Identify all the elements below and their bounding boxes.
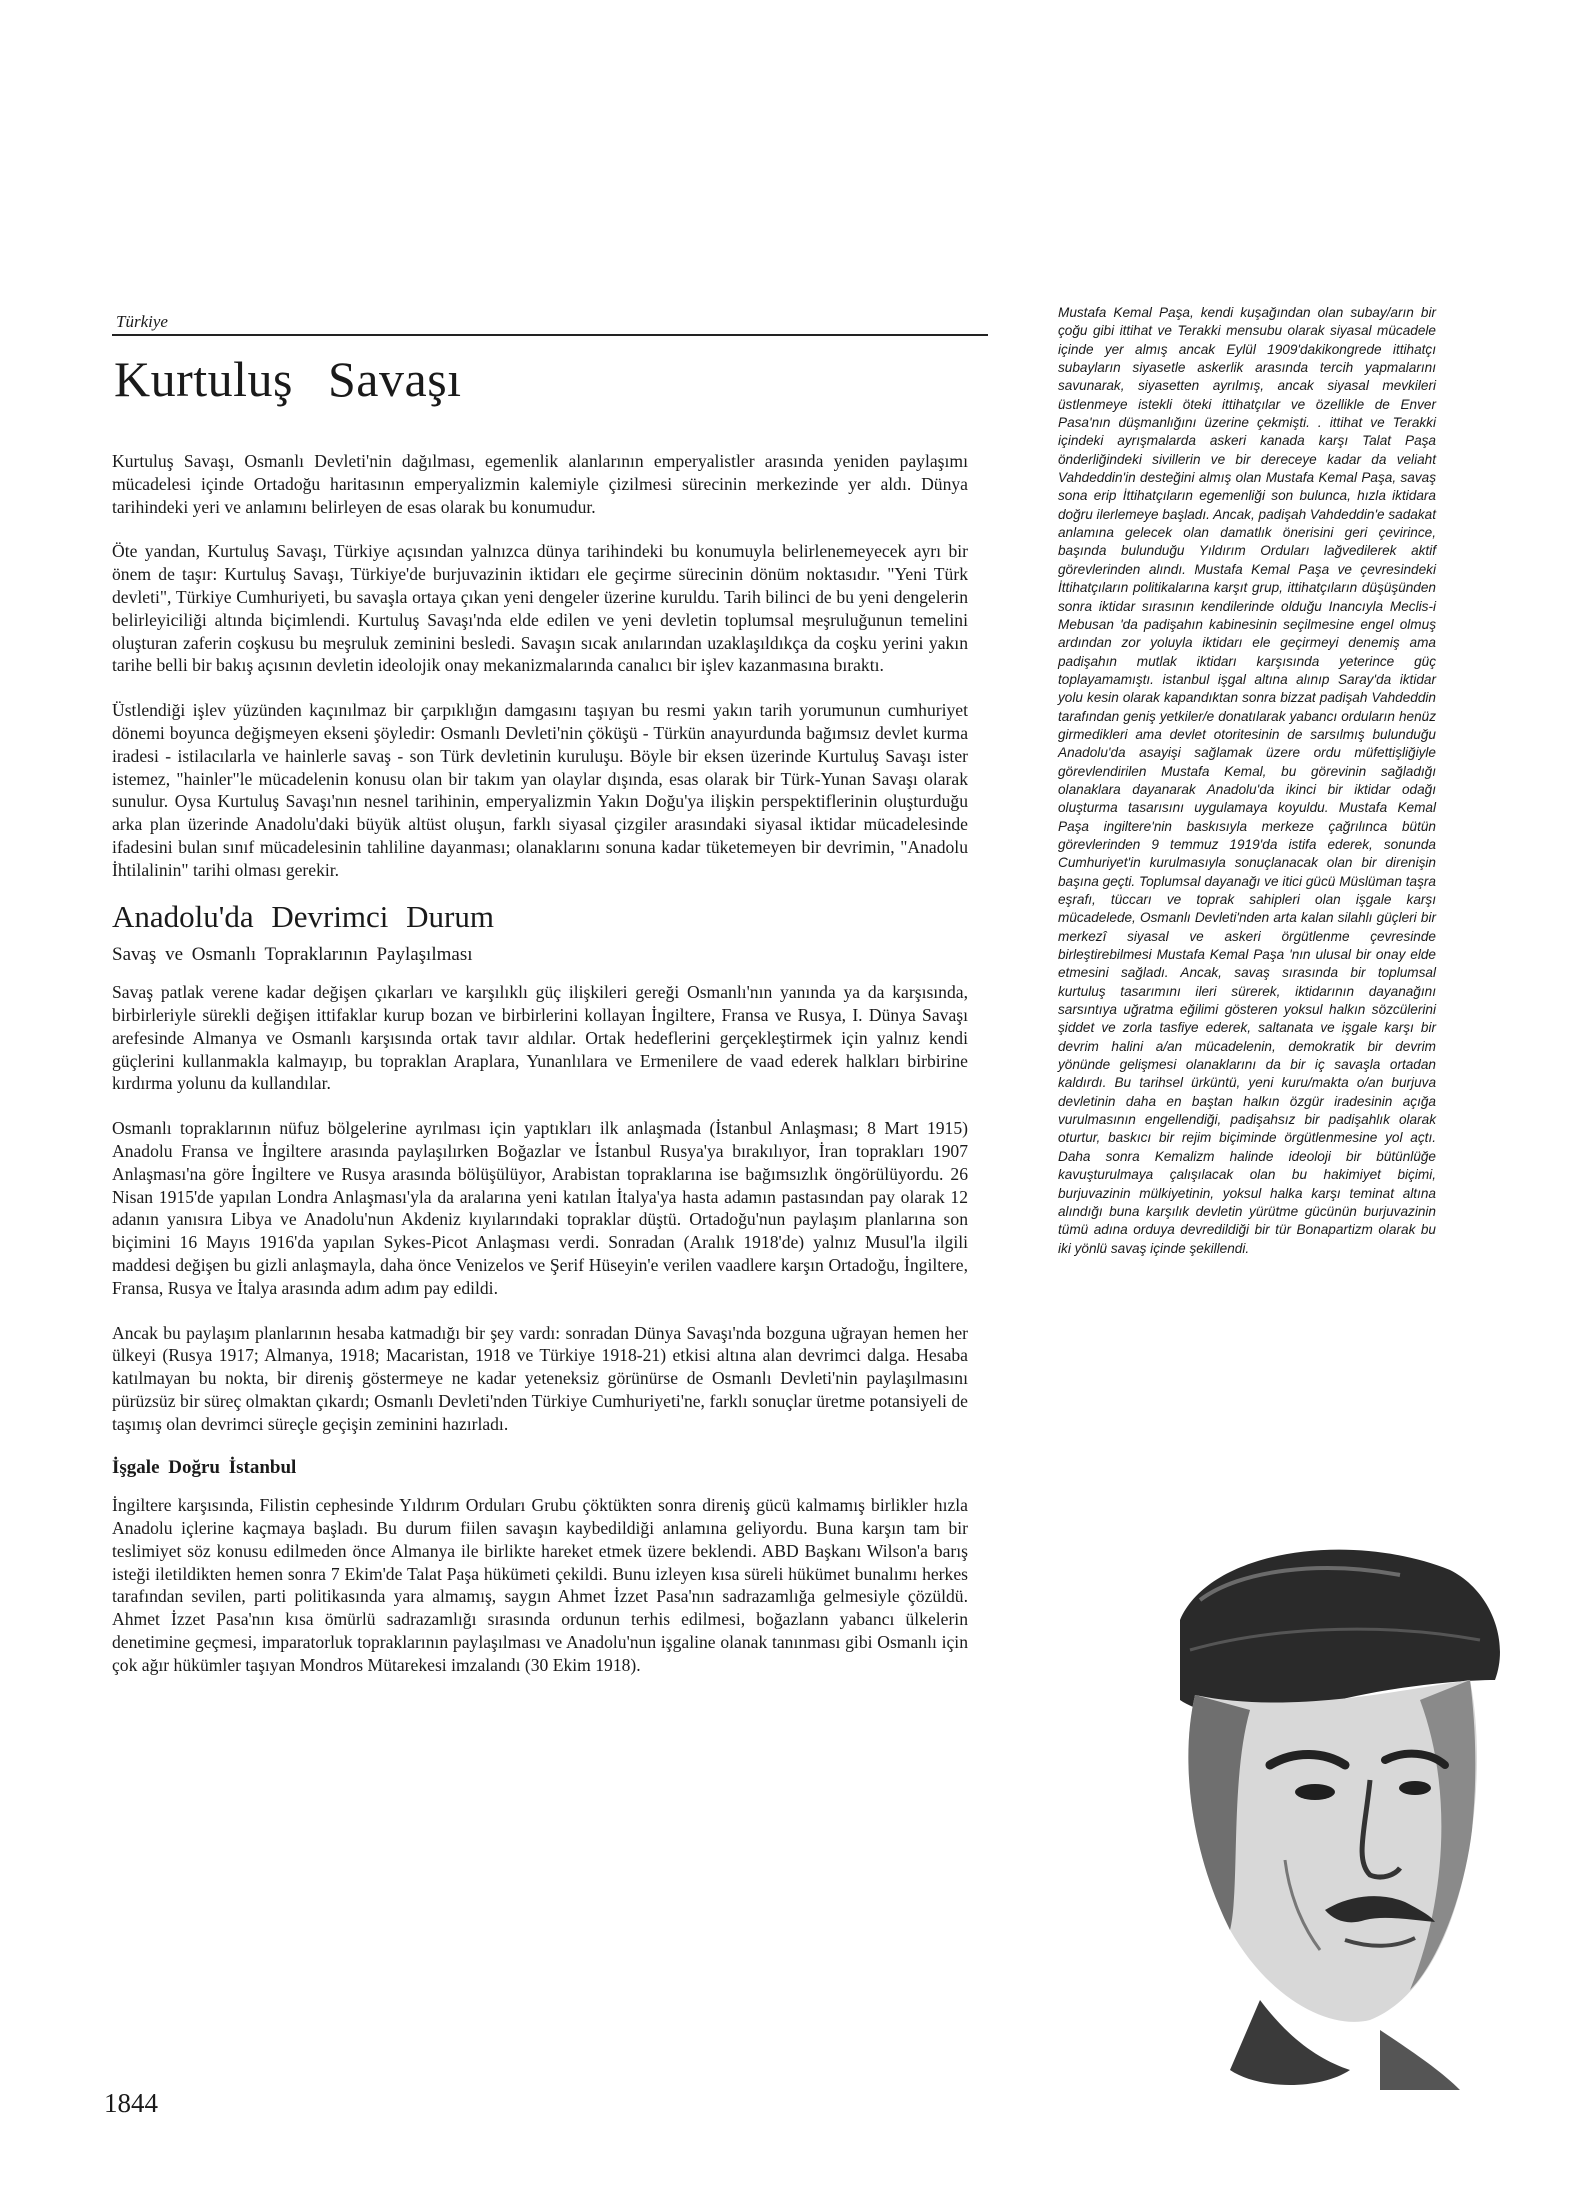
paragraph-agreements: Osmanlı topraklarının nüfuz bölgelerine ayrılması için yaptıkları ilk anlaşmada (İstanbul Anlaşması; 8 Mart 1915) Anadolu Fransa ve İngiltere arasında paylaşılırken Boğazlar ve İstanbul Rusya'ya bırakılıyor, İran toprakları 1907 Anlaşması'na göre İngiltere ve Rusya arasında bölüşülüyor, Arabistan topraklarına ise bağımsızlık öngörülüyordu. 26 Nisan 1915'de yapılan Londra Anlaşması'yla da aralarına yeni katılan İtalya'ya hasta adamın pastasından pay olarak 12 adanın yanısıra Libya ve Anadolu'nun Akdeniz kıyılarındaki topraklar düştü. Ortadoğu'nun paylaşım planlarına son biçimini 16 Mayıs 1916'da yapılan Sykes-Picot Anlaşması verdi. Sonradan (Aralık 1918'de) yalnız Musul'la ilgili maddesi değişen bu gizli anlaşmayla, daha önce Venizelos ve Şerif Hüseyin'e verilen vaadlere karşın Ortadoğu, İngiltere, Fransa, Rusya ve İtalya arasında adım adım pay edildi. bbox=[112, 1118, 968, 1298]
sidebar-text: Mustafa Kemal Paşa, kendi kuşağından olan subay/arın bir çoğu gibi ittihat ve Terakki mensubu olarak siyasal mücadele içinde yer almış ancak Eylül 1909'dakikongrede ittihatçı subayların siyasetle askerlik arasında tercih yapmalarını savunarak, siyasetten ayrılmış, ancak siyasal mevkileri üstlenmeye istekli öteki ittihatçılar ve özellikle de Enver Pasa'nın düşmanlığını üzerine çekmişti. . ittihat ve Terakki içindeki ayrışmalarda askeri kanada karşı Talat Paşa önderliğindeki sivillerin ve bir dereceye kadar da veliaht Vahdeddin'in desteğini almış olan Mustafa Kemal Paşa, savaş sona erip İttihatçıların egemenliği son bulunca, hızla iktidara doğru ilerlemeye başladı. Ancak, padişah Vahdeddin'e sadakat anlamına gelecek olan damatlık önerisini geri çevirince, başında bulunduğu Yıldırım Orduları lağvedilerek aktif görevlerinden alındı. Mustafa Kemal Paşa ve çevresindeki İttihatçıların politikalarına karşıt grup, ittihatçıların düşüşünden sonra iktidar sırasının kendilerinde olduğu Inancıyla Meclis-i Mebusan 'da padişahın kabinesinin seçilmesine engel olmuş ardından zor yoluyla iktidarı ele geçirmeyi denemiş ama padişahın mutlak iktidarı karşısında yeterince güç toplayamamıştı. istanbul işgal altına alınıp Saray'da iktidar yolu kesin olarak kapandıktan sonra bizzat padişah Vahdeddin tarafından geniş yetkiler/e donatılarak yabancı orduların henüz girmedikleri ama devlet otoritesinin de sarsılmış bulunduğu Anadolu'da asayişi sağlamak üzere ordu müfettişliğiyle görevlendirilen Mustafa Kemal, bu görevinin sağladığı olanaklara dayanarak Anadolu'da ikinci bir iktidar odağı oluşturma tasarısını uygulamaya koyuldu. Mustafa Kemal Paşa ingiltere'nin baskısıyla merkeze çağrılınca bütün görevlerinden 9 temmuz 1919'da istifa ederek, sonunda Cumhuriyet'in kurulmasıyla sonuçlanacak olan bir direnişin başına geçti. Toplumsal dayanağı ve itici gücü Müslüman taşra eşrafı, tüccarı ve toprak sahipleri olan işgale karşı mücadelede, Osmanlı Devleti'nden arta kalan silahlı güçleri bir merkezî siyasal ve askeri örgütlenme çevresinde birleştirebilmesi Mustafa Kemal Paşa 'nın ulusal bir onay elde etmesini sağladı. Ancak, savaş sırasında bir toplumsal kurtuluş tasarımını ileri sürerek, iktidarının dayanağını sarsıntıya uğratma eğilimi gösteren yoksul halkın sözcülerini şiddet ve zorla tasfiye ederek, saltanata ve işgale karşı bir devrim halini a/an mücadelenin, demokratik bir devrim yönünde gelişmesi olanaklarını da bir iç savaşla ortadan kaldırdı. Bu tarihsel ürküntü, yeni kuru/makta o/an burjuva devletinin daha en baştan halkın özgür iradesinin açığa vurulmasının engellendiği, padişahsız bir padişahlık olarak oturtur, baskıcı bir rejim biçiminde örgütlenmesine yol açtı. Daha sonra Kemalizm halinde ideoloji bir bütünlüğe kavuşturulmaya çalışılacak olan bu hakimiyet biçimi, burjuvazinin mülkiyetinin, yoksul halka karşı teminat altına alındığı buna karşılık devletin yürütme gücünün burjuvazinin tümü adına orduya devredildiği bir tür Bonapartizm olarak bu iki yönlü savaş içinde şekillendi. bbox=[1058, 305, 1436, 1256]
header-rule bbox=[112, 334, 988, 336]
paragraph-revolutionary-wave: Ancak bu paylaşım planlarının hesaba katmadığı bir şey vardı: sonradan Dünya Savaşı'nda bozguna uğrayan hemen her ülkeyi (Rusya 1917; Almanya, 1918; Macaristan, 1918 ve Türkiye 1918-21) etkisi altına alan devrimci dalga. Hesaba katılmayan bu nokta, bir direniş göstermeye ne kadar yeteneksiz görünürse de Osmanlı Devleti'nin paylaşılmasını pürüzsüz bir süreç olmaktan çıkardı; Osmanlı Devleti'nden Türkiye Cumhuriyeti'ne, farklı sonuçlar üretme potansiyeli de taşımış olan devrimci süreçle geçişin zeminini hazırladı. bbox=[112, 1322, 968, 1434]
paragraph-alliances: Savaş patlak verene kadar değişen çıkarları ve karşılıklı güç ilişkileri gereği Osmanlı'nın yanında ya da karşısında, birbirleriyle sürekli değişen ittifaklar kurup bozan ve birbirlerini kollayan İngiltere, Fransa ve Rusya, I. Dünya Savaşı arefesinde Almanya ve Osmanlı karşısında ortak tavır aldılar. Ortak hedeflerini gerçekleştirmek için yalnız kendi güçlerini kullanmakla kalmayıp, bu topraklan Araplara, Yunanlılara ve Ermenilere de vaad ederek halkları birbirine kırdırma yolunu da kullandılar. bbox=[112, 982, 968, 1094]
page-number: 1844 bbox=[104, 2088, 158, 2118]
main-column bbox=[112, 450, 968, 1699]
sidebar-column bbox=[1058, 304, 1436, 1258]
section-label: Türkiye bbox=[116, 312, 168, 331]
paragraph-armistice: İngiltere karşısında, Filistin cephesinde Yıldırım Orduları Grubu çöktükten sonra direniş gücü kalmamış birlikler hızla Anadolu içlerine kaçmaya başladı. Bu durum fiilen savaşın kaybedildiği anlamına geliyordu. Buna karşın tam bir teslimiyet söz konusu edilmeden önce Almanya ile birlikte hareket etmek üzere beklendi. ABD Başkanı Wilson'a barış isteği iletildikten hemen sonra 7 Ekim'de Talat Paşa hükümeti çekildi. Bunu izleyen kısa süreli hükümet bunalımı herkes tarafından sevilen, parti politikasında yara almamış, saygın Ahmet İzzet Pasa'nın sadrazamlığa gelmesiyle çözüldü. Ahmet İzzet Pasa'nın kısa ömürlü sadrazamlığı sırasında ordunun terhis edilmesi, boğazlann yabancı ülkelerin denetimine geçmesi, imparatorluk topraklarının paylaşılması ve Anadolu'nun işgaline olanak tanınması gibi Osmanlı için çok ağır hükümler taşıyan Mondros Mütarekesi imzalandı (30 Ekim 1918). bbox=[112, 1495, 968, 1675]
subsection-heading-istanbul: İşgale Doğru İstanbul bbox=[112, 1457, 297, 1479]
portrait-illustration bbox=[1120, 1530, 1520, 2090]
paragraph-significance: Öte yandan, Kurtuluş Savaşı, Türkiye açısından yalnızca dünya tarihindeki bu konumuyla belirlenemeyecek ayrı bir önem de taşır: Kurtuluş Savaşı, Türkiye'de burjuvazinin iktidarı ele geçirme sürecinin dönüm noktasıdır. "Yeni Türk devleti", Türkiye Cumhuriyeti, bu savaşla ortaya çıkan yeni dengeler üzerine kuruldu. Tarih bilinci de bu yeni dengelerin belirleyiciliği altında biçimlendi. Kurtuluş Savaşı'nda elde edilen ve yeni devletin toplumsal meşruluğunun temelini oluşturan zaferin coşkusu bu meşruluk zeminini besledi. Savaşın sıcak anılarından uzaklaşıldıkça da coşku yerini yakın tarihe belli bir bakış açısının devletin ideolojik onay mekanizmalarında canalıcı bir işlev kazanmasına bıraktı. bbox=[112, 541, 968, 676]
paragraph-official-history: Üstlendiği işlev yüzünden kaçınılmaz bir çarpıklığın damgasını taşıyan bu resmi yakın tarih yorumunun cumhuriyet dönemi boyunca değişmeyen ekseni şöyledir: Osmanlı Devleti'nin çöküşü - Türkün anayurdunda bağımsız devlet kurma iradesi - istilacılarla ve hainlerle savaş - son Türk devletinin kuruluşu. Böyle bir eksen üzerinde Kurtuluş Savaşı ister istemez, "hainler"le mücadelenin konusu olan bir takım yan olaylar dışında, esas olarak bir Türk-Yunan Savaşı olarak sunulur. Oysa Kurtuluş Savaşı'nın nesnel tarihinin, emperyalizmin Yakın Doğu'ya ilişkin perspektiflerinin oluşturduğu arka plan üzerinde Anadolu'daki büyük altüst oluşun, farklı siyasal çizgiler arasındaki siyasal iktidar mücadelesinde ifadesini bulan sınıf mücadelesinin tahliline dayanması; olanaklarını sonuna kadar tüketemeyen bir devrimin, "Anadolu İhtilalinin" tarihi olması gerekir. bbox=[112, 700, 968, 880]
section-heading: Anadolu'da Devrimci Durum bbox=[112, 898, 494, 934]
article-title: Kurtuluş Savaşı bbox=[114, 351, 462, 407]
paragraph-intro: Kurtuluş Savaşı, Osmanlı Devleti'nin dağılması, egemenlik alanlarının emperyalistler arasında yeniden paylaşımı mücadelesi içinde Ortadoğu haritasının emperyalizmin kalemiyle çizilmesi sürecinin merkezinde yer aldı. Dünya tarihindeki yeri ve anlamını belirleyen de esas olarak bu konumudur. bbox=[112, 451, 968, 517]
subsection-heading-partition: Savaş ve Osmanlı Topraklarının Paylaşılması bbox=[112, 944, 473, 966]
